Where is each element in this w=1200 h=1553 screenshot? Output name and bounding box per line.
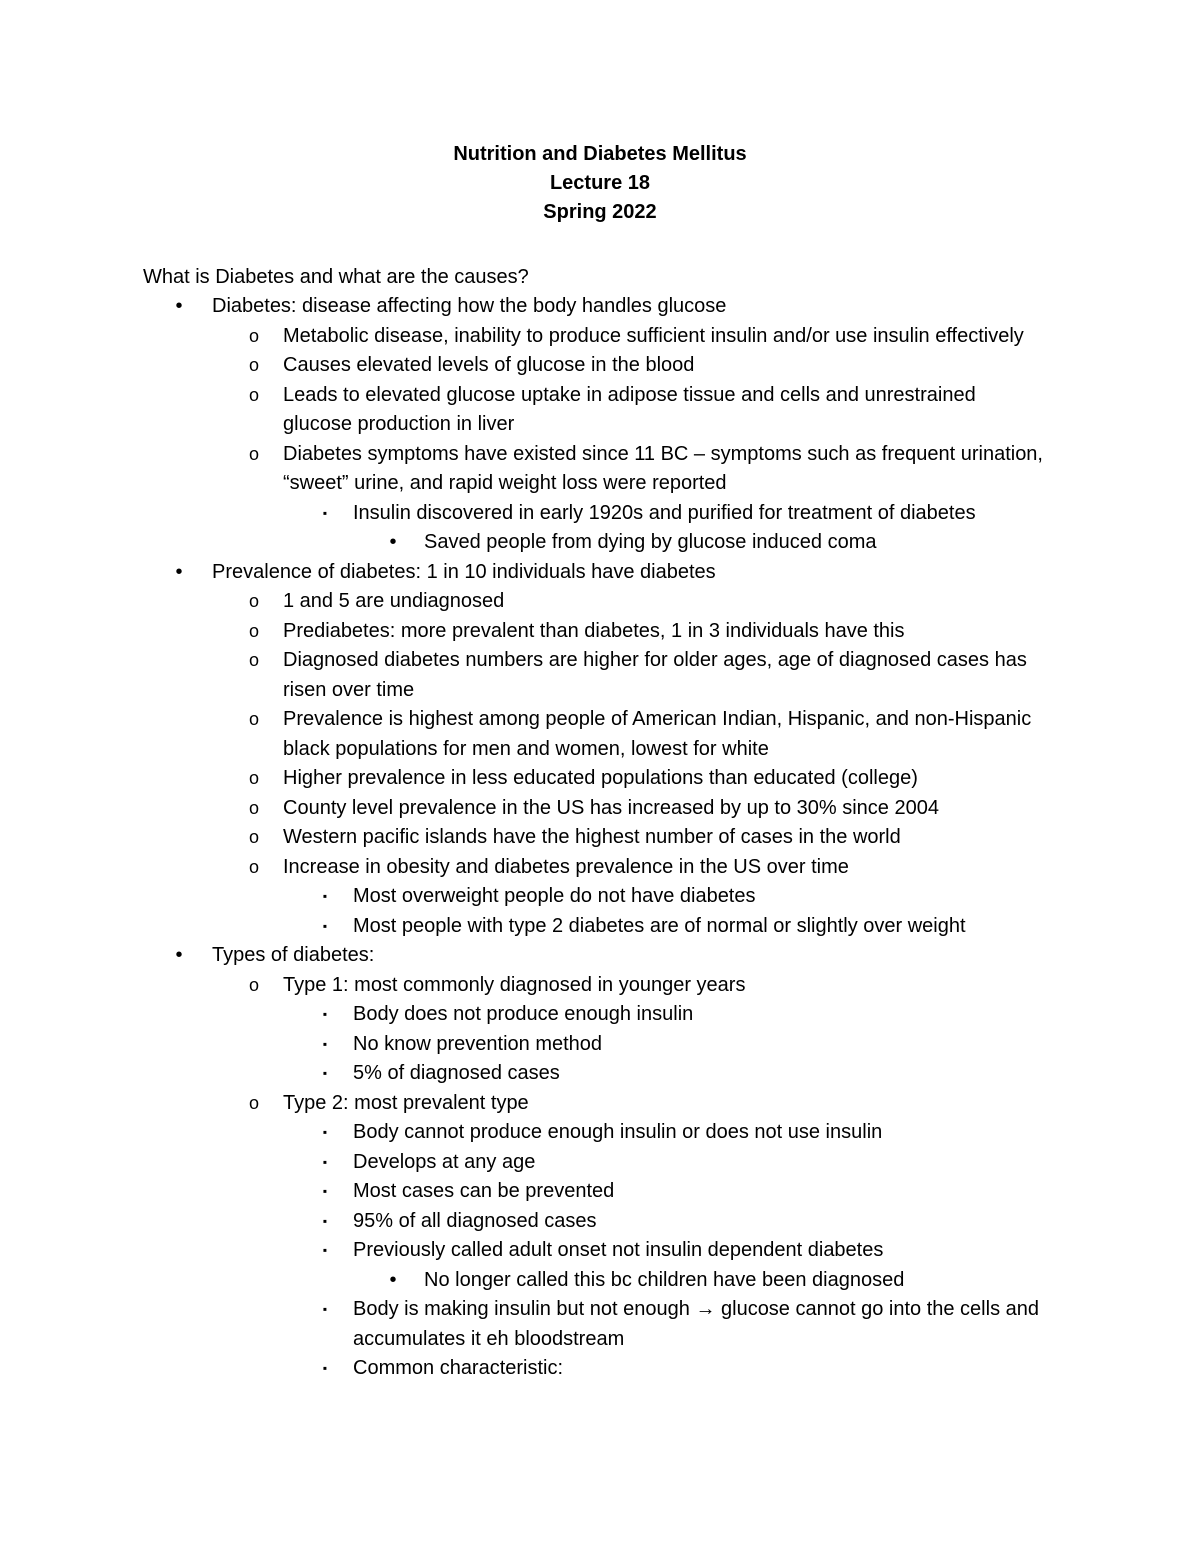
bullet-icon: o: [248, 591, 259, 611]
bullet-icon: o: [248, 974, 259, 995]
bullet-icon: ▪: [322, 505, 328, 520]
list-item: [248, 322, 1043, 352]
bullet-icon: ▪: [322, 1361, 328, 1375]
bullet-icon: o: [248, 325, 259, 346]
document-title: Nutrition and Diabetes Mellitus: [453, 143, 747, 165]
list-item: [322, 882, 1113, 912]
list-item-text: Diabetes: disease affecting how the body handles glucose: [212, 295, 727, 317]
bullet-icon: ▪: [322, 1007, 328, 1021]
bullet-icon: o: [248, 709, 259, 729]
bullet-icon: o: [248, 1092, 259, 1113]
list-item: [175, 558, 972, 588]
list-item-text: Most overweight people do not have diabetes: [353, 885, 756, 907]
bullet-icon: o: [248, 797, 259, 818]
list-item-text: Prevalence is highest among people of American Indian, Hispanic, and non-Hispanic black populations for men and women, lowest for white: [283, 708, 1032, 760]
list-item: [175, 292, 972, 322]
list-item: [322, 1207, 1113, 1237]
list-item-text: Type 2: most prevalent type: [283, 1091, 529, 1114]
list-item-text: Saved people from dying by glucose induced coma: [424, 531, 877, 553]
bullet-icon: o: [248, 355, 259, 375]
bullet-icon: ▪: [322, 1125, 328, 1139]
list-item-text: Body cannot produce enough insulin or does not use insulin: [353, 1121, 883, 1143]
bullet-icon: o: [248, 443, 259, 464]
list-item: [175, 941, 972, 971]
bullet-icon: •: [175, 560, 183, 583]
list-item: [322, 1148, 1113, 1178]
bullet-icon: ▪: [322, 1184, 328, 1198]
list-item-text: Most cases can be prevented: [353, 1180, 615, 1202]
list-item: [248, 794, 1043, 824]
list-item: [248, 351, 1043, 381]
list-item: [248, 971, 1043, 1001]
bullet-icon: o: [248, 856, 259, 877]
list-item: [248, 705, 1043, 764]
bullet-icon: ▪: [322, 1243, 328, 1257]
bullet-icon: o: [248, 620, 259, 641]
term: Spring 2022: [543, 201, 657, 223]
list-item-text: Metabolic disease, inability to produce sufficient insulin and/or use insulin effectively: [283, 324, 1024, 347]
list-item-text: 5% of diagnosed cases: [353, 1062, 560, 1084]
list-item-text: Causes elevated levels of glucose in the blood: [283, 354, 695, 376]
section-question: What is Diabetes and what are the causes?: [143, 266, 529, 288]
list-item-text: Leads to elevated glucose uptake in adipose tissue and cells and unrestrained glucose production in liver: [283, 383, 976, 435]
list-item: [322, 1236, 1113, 1266]
list-item-text: Most people with type 2 diabetes are of normal or slightly over weight: [353, 914, 966, 937]
list-item-text: 1 and 5 are undiagnosed: [283, 590, 505, 612]
bullet-icon: o: [248, 384, 259, 405]
bullet-icon: ▪: [322, 889, 328, 903]
bullet-icon: •: [175, 295, 183, 317]
list-item: [322, 1177, 1113, 1207]
bullet-icon: ▪: [322, 1154, 328, 1169]
list-item: [248, 764, 1043, 794]
list-item-text: Diabetes symptoms have existed since 11 BC – symptoms such as frequent urination, “sweet” urine, and rapid weight loss were reported: [283, 442, 1043, 494]
list-item-text: County level prevalence in the US has increased by up to 30% since 2004: [283, 796, 939, 819]
list-item: [248, 587, 1043, 617]
list-item: [389, 1266, 1184, 1296]
lecture-number: Lecture 18: [549, 172, 651, 194]
list-item: [322, 1295, 1113, 1354]
list-item-text: Previously called adult onset not insulin dependent diabetes: [353, 1239, 884, 1261]
list-item: [248, 617, 1043, 647]
bullet-icon: o: [248, 827, 259, 847]
list-item-text: Types of diabetes:: [212, 944, 375, 966]
list-item-text: Prediabetes: more prevalent than diabetes, 1 in 3 individuals have this: [283, 619, 905, 642]
list-item: [322, 912, 1113, 942]
list-item: [322, 1000, 1113, 1030]
title-block: [0, 140, 1200, 227]
list-item-text: Common characteristic:: [353, 1357, 564, 1379]
bullet-icon: ▪: [322, 1036, 328, 1051]
list-item-text: Body does not produce enough insulin: [353, 1003, 694, 1025]
list-item-text: Insulin discovered in early 1920s and purified for treatment of diabetes: [353, 501, 976, 524]
bullet-icon: •: [389, 531, 397, 553]
list-item: [248, 381, 1043, 440]
list-item: [389, 528, 1184, 558]
list-item-text: Develops at any age: [353, 1150, 536, 1173]
list-item: [322, 1030, 1113, 1060]
bullet-icon: o: [248, 650, 259, 670]
list-item-text: Body is making insulin but not enough → glucose cannot go into the cells and accumulates it eh bloodstream: [353, 1298, 1039, 1350]
bullet-icon: o: [248, 768, 259, 788]
list-item: [248, 1089, 1043, 1119]
bullet-icon: ▪: [322, 1302, 328, 1316]
list-item-text: No longer called this bc children have been diagnosed: [424, 1268, 905, 1291]
list-item-text: No know prevention method: [353, 1032, 603, 1055]
list-item: [322, 1059, 1113, 1089]
list-item-text: Type 1: most commonly diagnosed in younger years: [283, 973, 746, 996]
list-item: [248, 823, 1043, 853]
notes-list: [0, 292, 1200, 1384]
list-item: [248, 853, 1043, 883]
list-item-text: Higher prevalence in less educated populations than educated (college): [283, 767, 918, 789]
list-item: [322, 1118, 1113, 1148]
bullet-icon: ▪: [322, 1213, 328, 1228]
list-item-text: 95% of all diagnosed cases: [353, 1209, 597, 1232]
list-item-text: Western pacific islands have the highest number of cases in the world: [283, 826, 901, 848]
list-item: [248, 440, 1043, 499]
list-item-text: Prevalence of diabetes: 1 in 10 individuals have diabetes: [212, 560, 716, 583]
list-item-text: Increase in obesity and diabetes prevalence in the US over time: [283, 855, 849, 878]
list-item: [322, 1354, 1113, 1384]
list-item: [322, 499, 1113, 529]
list-item: [248, 646, 1043, 705]
list-item-text: Diagnosed diabetes numbers are higher for older ages, age of diagnosed cases has risen over time: [283, 649, 1027, 701]
bullet-icon: •: [175, 944, 183, 966]
bullet-icon: ▪: [322, 1066, 328, 1080]
bullet-icon: •: [389, 1268, 397, 1291]
bullet-icon: ▪: [322, 918, 328, 933]
